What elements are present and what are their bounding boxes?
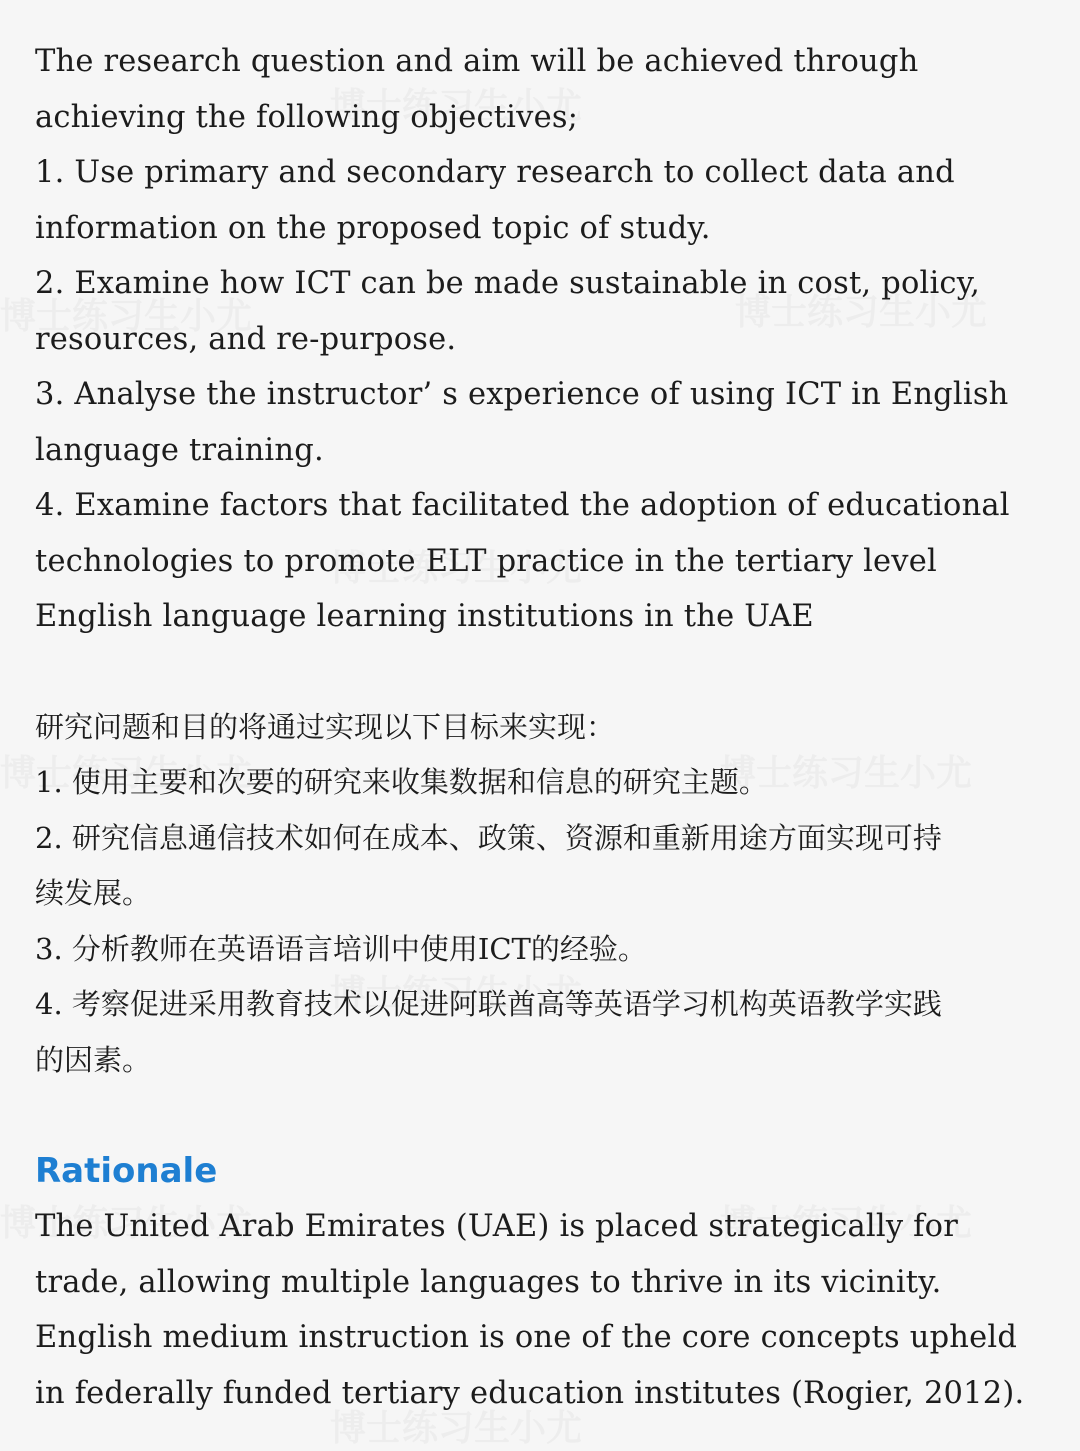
text-line: English medium instruction is one of the core concepts upheld [35,1320,1018,1355]
text-line: 的因素。 [35,1042,152,1077]
text-line: information on the proposed topic of study. [35,210,711,246]
text-line: English language learning institutions in the UAE [35,599,814,634]
objectives-chinese [35,700,1045,1089]
text-line: 研究问题和目的将通过实现以下目标来实现： [35,709,616,744]
objectives-english [35,34,1045,645]
text-line: 4. Examine factors that facilitated the adoption of educational [35,488,1010,523]
text-line: trade, allowing multiple languages to thrive in its vicinity. [35,1264,942,1300]
text-line: 1. 使用主要和次要的研究来收集数据和信息的研究主题。 [35,765,768,799]
rationale-body [35,1199,1045,1421]
text-line: 4. 考察促进采用教育技术以促进阿联酋高等英语学习机构英语教学实践 [35,987,942,1021]
text-line: The research question and aim will be achieved through [35,44,919,79]
article-content [35,34,1045,1421]
text-line: 续发展。 [35,876,152,910]
text-line: language training. [35,432,324,468]
text-line: 1. Use primary and secondary research to collect data and [35,155,955,190]
text-line: 2. Examine how ICT can be made sustainable in cost, policy, [35,266,980,301]
section-heading-rationale: Rationale [35,1151,218,1191]
text-line: The United Arab Emirates (UAE) is placed strategically for [35,1209,958,1244]
text-line: achieving the following objectives; [35,99,579,135]
text-line: 3. Analyse the instructor’ s experience of using ICT in English [35,377,1009,412]
text-line: 3. 分析教师在英语语言培训中使用ICT的经验。 [35,931,647,966]
text-line: in federally funded tertiary education institutes (Rogier, 2012). [35,1375,1025,1411]
text-line: technologies to promote ELT practice in the tertiary level [35,543,937,579]
text-line: 2. 研究信息通信技术如何在成本、政策、资源和重新用途方面实现可持 [35,820,942,855]
text-line: resources, and re-purpose. [35,321,457,357]
